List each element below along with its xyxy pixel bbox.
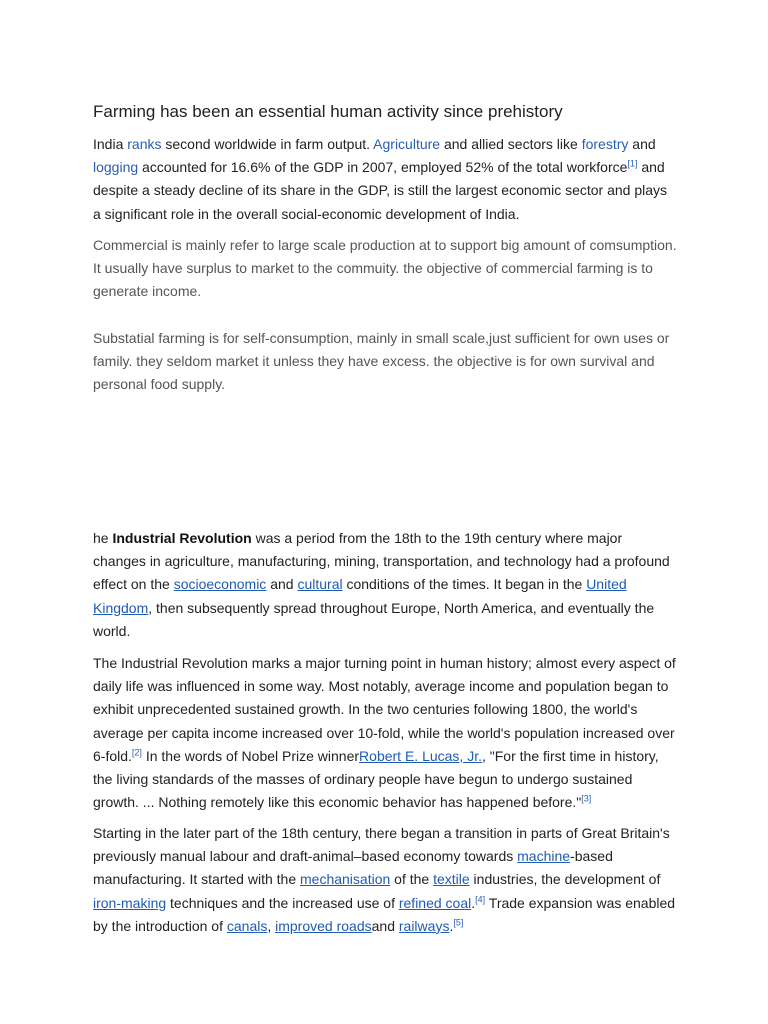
text-run: India [93,136,128,152]
text-run: , [267,917,276,934]
text-run: industries, the development of [469,871,661,888]
text-run: Substatial farming is for self-consumption, mainly in small scale,just sufficient for own uses or family. they seldom market it unless they have excess. the objective is for own survival and personal food supply. [93,330,670,393]
link-logging[interactable]: logging [93,159,139,176]
link-ranks[interactable]: ranks [127,136,162,152]
reference-4[interactable]: [4] [475,893,486,904]
link-canals[interactable]: canals [226,917,268,934]
text-run: The Industrial Revolution marks a major turning point in human history; almost every aspect of daily life was influenced in some way. Most notably, average income and population began to exhibit unprecedented sustained growth. In the two centuries following 1800, the world's average per capita income increased over 10-fold, while the world's population increased over 6-fold. [93,655,676,764]
link-machine[interactable]: machine [517,848,571,865]
text-run: techniques and the increased use of [166,894,399,911]
text-run: Trade expansion was enabled by the introduction of [93,894,676,934]
page-heading: Farming has been an essential human activity since prehistory [93,102,563,121]
text-run: . [471,894,476,911]
link-refined-coal[interactable]: refined coal [398,894,472,911]
link-forestry[interactable]: forestry [581,136,629,152]
india-agriculture-paragraph [93,133,678,226]
text-run: and [266,576,298,593]
text-run: , "For the first time in history, the living standards of the masses of ordinary people have begun to undergo sustained growth. ... Nothing remotely like this economic behavior has happened before." [93,747,659,811]
link-cultural[interactable]: cultural [297,576,343,593]
turning-point-paragraph [93,652,678,814]
bold-term-industrial-revolution: Industrial Revolution [112,530,252,546]
link-agriculture[interactable]: Agriculture [373,136,441,152]
reference-2[interactable]: [2] [131,747,142,758]
text-run: , then subsequently spread throughout Europe, North America, and eventually the world. [93,599,655,639]
link-iron-making[interactable]: iron-making [93,894,167,911]
text-run: was a period from the 18th to the 19th century where major changes in agriculture, manufacturing, mining, transportation, and technology had a profound effect on the [93,530,670,593]
text-run: and [628,136,656,152]
link-improved-roads[interactable]: improved roads [275,917,372,934]
text-run: and despite a steady decline of its share in the GDP, is still the largest economic sector and plays a significant role in the overall social-economic development of India. [93,159,668,222]
text-run: and [371,917,399,934]
text-run: -based manufacturing. It started with the [93,848,613,888]
text-run: accounted for 16.6% of the GDP in 2007, employed 52% of the total workforce [138,159,628,176]
commercial-farming-paragraph [93,234,678,304]
transition-paragraph [93,822,678,938]
text-run: In the words of Nobel Prize winner [141,747,360,764]
link-robert-e-lucas-jr[interactable]: Robert E. Lucas, Jr. [359,747,482,764]
text-run: of the [390,871,434,888]
reference-5[interactable]: [5] [453,917,464,928]
text-run: and allied sectors like [440,136,582,152]
text-run: second worldwide in farm output. [161,136,374,152]
link-railways[interactable]: railways [398,917,450,934]
reference-1[interactable]: [1] [627,158,638,169]
industrial-revolution-intro-paragraph [93,527,678,643]
text-run: . [449,917,454,934]
text-run: conditions of the times. It began in the [342,576,587,593]
link-mechanisation[interactable]: mechanisation [300,871,391,888]
link-united-kingdom[interactable]: United Kingdom [93,576,627,616]
reference-3[interactable]: [3] [581,793,592,804]
text-run: Starting in the later part of the 18th century, there began a transition in parts of Great Britain's previously manual labour and draft-animal–based economy towards [93,825,670,865]
text-run: Commercial is mainly refer to large scale production at to support big amount of comsumption. It usually have surplus to market to the commuity. the objective of commercial farming is to generate income. [93,237,677,300]
link-textile[interactable]: textile [433,871,470,888]
subsistence-farming-paragraph [93,327,678,397]
text-run: he [93,530,113,546]
link-socioeconomic[interactable]: socioeconomic [173,576,267,593]
